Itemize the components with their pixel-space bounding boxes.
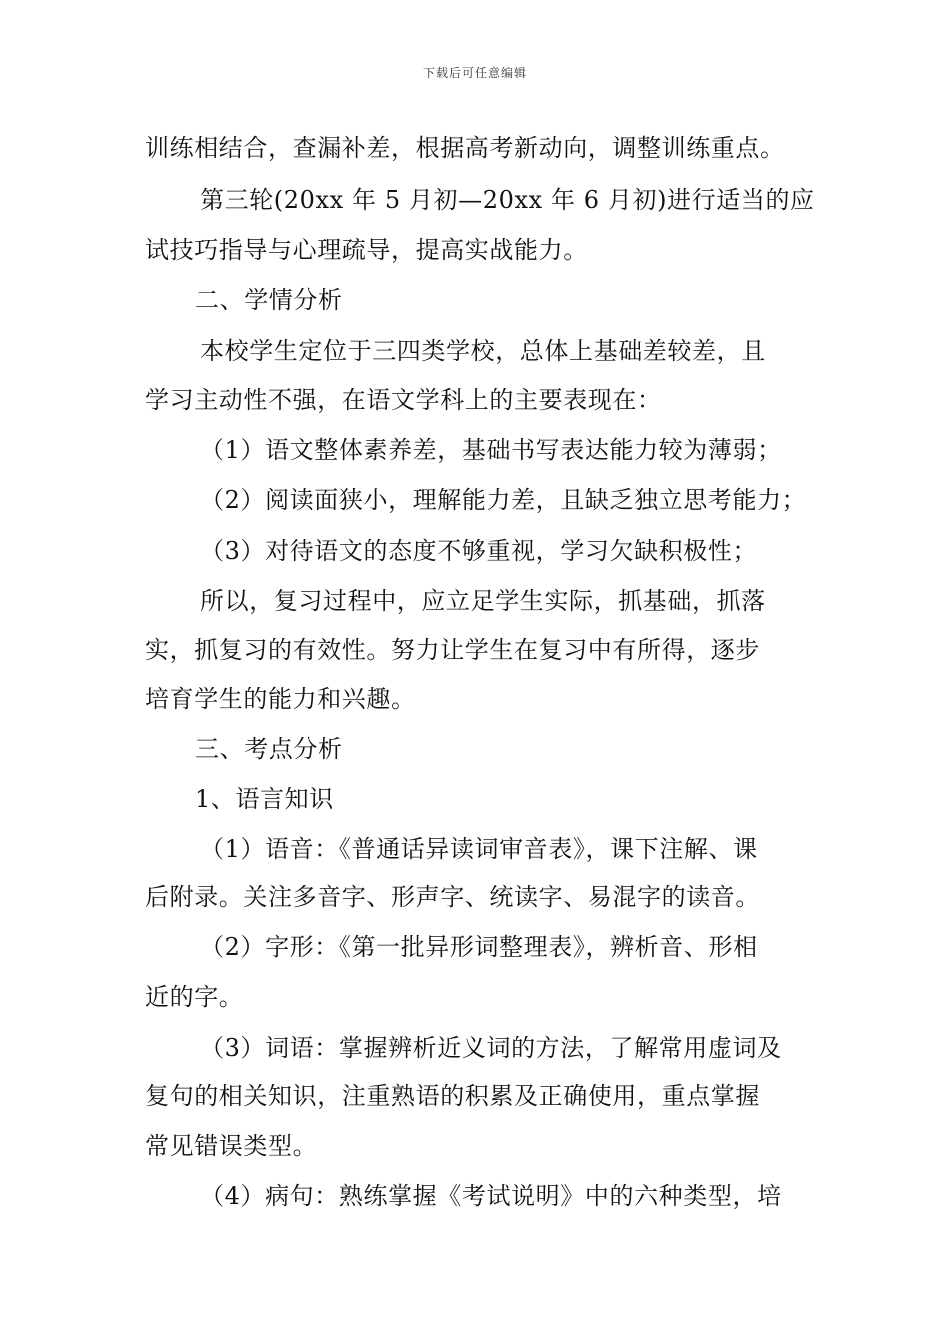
text-line: 培育学生的能力和兴趣。 (145, 685, 416, 713)
text-line: 第三轮(20xx 年 5 月初—20xx 年 6 月初)进行适当的应 (200, 186, 815, 214)
text-line: 试技巧指导与心理疏导，提高实战能力。 (145, 236, 588, 264)
text-line: 训练相结合，查漏补差，根据高考新动向，调整训练重点。 (145, 134, 785, 162)
subsection-heading: 1、语言知识 (195, 785, 334, 813)
list-item: （2）阅读面狭小，理解能力差，且缺乏独立思考能力； (200, 486, 807, 514)
list-item: （1）语文整体素养差，基础书写表达能力较为薄弱； (200, 436, 782, 464)
text-line: 本校学生定位于三四类学校，总体上基础差较差，且 (200, 337, 766, 365)
list-item: （2）字形：《第一批异形词整理表》，辨析音、形相 (200, 933, 758, 961)
section-heading: 二、学情分析 (195, 286, 343, 314)
list-item: （3）词语：掌握辨析近义词的方法，了解常用虚词及 (200, 1034, 782, 1062)
text-line: 实，抓复习的有效性。努力让学生在复习中有所得，逐步 (145, 636, 760, 664)
list-item: （1）语音：《普通话异读词审音表》，课下注解、课 (200, 835, 758, 863)
text-line: 后附录。关注多音字、形声字、统读字、易混字的读音。 (145, 883, 760, 911)
text-line: 学习主动性不强，在语文学科上的主要表现在： (145, 386, 662, 414)
text-line: 常见错误类型。 (145, 1132, 318, 1160)
section-heading: 三、考点分析 (195, 735, 343, 763)
page-header: 下载后可任意编辑 (422, 66, 527, 80)
text-line: 近的字。 (145, 983, 244, 1011)
text-line: 所以，复习过程中，应立足学生实际，抓基础，抓落 (200, 587, 766, 615)
list-item: （4）病句：熟练掌握《考试说明》中的六种类型，培 (200, 1182, 782, 1210)
text-line: 复句的相关知识，注重熟语的积累及正确使用，重点掌握 (145, 1082, 760, 1110)
list-item: （3）对待语文的态度不够重视，学习欠缺积极性； (200, 537, 758, 565)
